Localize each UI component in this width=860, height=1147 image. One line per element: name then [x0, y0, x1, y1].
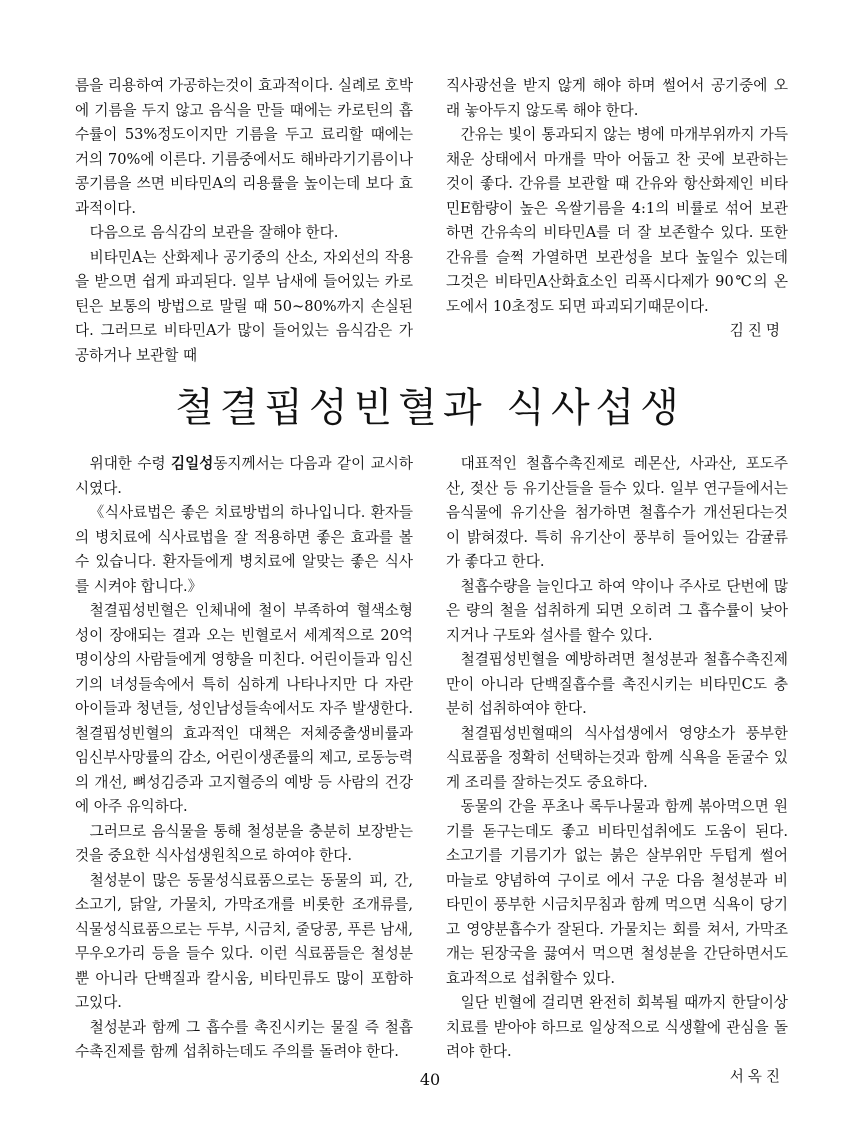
paragraph: 름을 리용하여 가공하는것이 효과적이다. 실례로 호박에 기름을 두지 않고 음식을 만들 때에는 카로틴의 흡수률이 53%정도이지만 기름을 두고 료리할 때에는 거의 70%에 이른다. 기름중에서도 해바라기기름이나 콩기름을 쓰면 비타민A의 리용률을 높이는데 보다 효과적이다. — [75, 77, 413, 217]
article-right-column — [446, 452, 788, 1089]
paragraph: 철결핍성빈혈때의 식사섭생에서 영양소가 풍부한 식료품을 정확히 선택하는것과 함께 식욕을 돋굴수 있게 조리를 잘하는것도 중요하다. — [446, 724, 788, 791]
paragraph: 직사광선을 받지 않게 해야 하며 썰어서 공기중에 오래 놓아두지 않도록 해야 한다. — [446, 77, 788, 119]
author-signature: 김진명 — [729, 322, 784, 339]
paragraph: 철결핍성빈혈을 예방하려면 철성분과 철흡수촉진제만이 아니라 단백질흡수를 촉진시키는 비타민C도 충분히 섭취하여야 한다. — [446, 651, 788, 717]
top-left-column — [75, 74, 413, 368]
top-right-column — [446, 74, 788, 344]
intro-paragraph — [75, 452, 413, 501]
author-signature: 서옥진 — [729, 1067, 784, 1085]
paragraph: 일단 빈혈에 걸리면 완전히 회복될 때까지 한달이상 치료를 받아야 하므로 일상적으로 식생활에 관심을 돌려야 한다. — [446, 994, 788, 1060]
paragraph: 철성분이 많은 동물성식료품으로는 동물의 피, 간, 소고기, 닭알, 가물치, 가막조개를 비롯한 조개류를, 식물성식료품으로는 두부, 시금치, 줄당콩, 푸른 남새, 무우오가리 등을 들수 있다. 이런 식료품들은 철성분뿐 아니라 단백질과 칼시움, 비타민류도 많이 포함하고있다. — [75, 871, 413, 1011]
quote-paragraph: 《식사료법은 좋은 치료방법의 하나입니다. 환자들의 병치료에 식사료법을 잘 적용하면 좋은 효과를 볼수 있습니다. 환자들에게 병치료에 알맞는 좋은 식사를 시켜야 합니다.》 — [75, 504, 413, 595]
article-left-column — [75, 452, 413, 1065]
intro-bold-name: 김일성 — [171, 455, 214, 472]
paragraph: 그러므로 음식물을 통해 철성분을 충분히 보장받는것을 중요한 식사섭생원칙으로 하여야 한다. — [75, 822, 413, 864]
intro-before: 위대한 수령 — [89, 455, 172, 472]
paragraph: 철흡수량을 늘인다고 하여 약이나 주사로 단번에 많은 량의 철을 섭취하게 되면 오히려 그 흡수률이 낮아지거나 구토와 설사를 할수 있다. — [446, 577, 788, 644]
paragraph: 동물의 간을 푸초나 록두나물과 함께 볶아먹으면 원기를 돋구는데도 좋고 비타민섭취에도 도움이 된다. 소고기를 기름기가 없는 붉은 살부위만 두텁게 썰어 마늘로 양념하여 구이로 에서 구운 다음 철성분과 비타민이 풍부한 시금치무침과 함께 먹으면 식욕이 당기고 영양분흡수가 잘된다. 가물치는 회를 쳐서, 가막조개는 된장국을 끓여서 먹으면 철성분을 간단하면서도 효과적으로 섭취할수 있다. — [446, 798, 788, 987]
paragraph: 철결핍성빈혈은 인체내에 철이 부족하여 혈색소형성이 장애되는 결과 오는 빈혈로서 세계적으로 20억명이상의 사람들에게 영향을 미친다. 어린이들과 임신기의 녀성들속에서 특히 심하게 나타나지만 다 자란 아이들과 청년들, 성인남성들속에서도 자주 발생한다. 철결핍성빈혈의 효과적인 대책은 저체중출생비률과 임신부사망률의 감소, 어린이생존률의 제고, 로동능력의 개선, 뼈성김증과 고지혈증의 예방 등 사람의 건강에 아주 유익하다. — [75, 602, 413, 815]
paragraph: 다음으로 음식감의 보관을 잘해야 한다. — [89, 224, 339, 241]
article-title: 철결핍성빈혈과 식사섭생 — [175, 385, 685, 431]
paragraph: 대표적인 철흡수촉진제로 레몬산, 사과산, 포도주산, 젖산 등 유기산들을 들수 있다. 일부 연구들에서는 음식물에 유기산을 첨가하면 철흡수가 개선된다는것이 밝혀졌다. 특히 유기산이 풍부히 들어있는 감귤류가 좋다고 한다. — [446, 455, 788, 570]
paragraph: 비타민A는 산화제나 공기중의 산소, 자외선의 작용을 받으면 쉽게 파괴된다. 일부 남새에 들어있는 카로틴은 보통의 방법으로 말릴 때 50~80%까지 손실된다. 그러므로 비타민A가 많이 들어있는 음식감은 가공하거나 보관할 때 — [75, 248, 413, 364]
paragraph: 철성분과 함께 그 흡수를 촉진시키는 물질 즉 철흡수촉진제를 함께 섭취하는데도 주의를 돌려야 한다. — [75, 1018, 413, 1060]
page-number: 40 — [419, 1070, 441, 1089]
intro-after: 동지께서는 다음과 같이 교시하시였다. — [75, 455, 413, 497]
paragraph: 간유는 빛이 통과되지 않는 병에 마개부위까지 가득 채운 상태에서 마개를 막아 어둡고 찬 곳에 보관하는것이 좋다. 간유를 보관할 때 간유와 항산화제인 비타민E함량이 높은 옥쌀기름을 4:1의 비률로 섞어 보관하면 간유속의 비타민A를 더 잘 보존할수 있다. 또한 간유를 슬쩍 가열하면 보관성을 보다 높일수 있는데 그것은 비타민A산화효소인 리폭시다제가 90℃의 온도에서 10초정도 되면 파괴되기때문이다. — [446, 126, 788, 315]
